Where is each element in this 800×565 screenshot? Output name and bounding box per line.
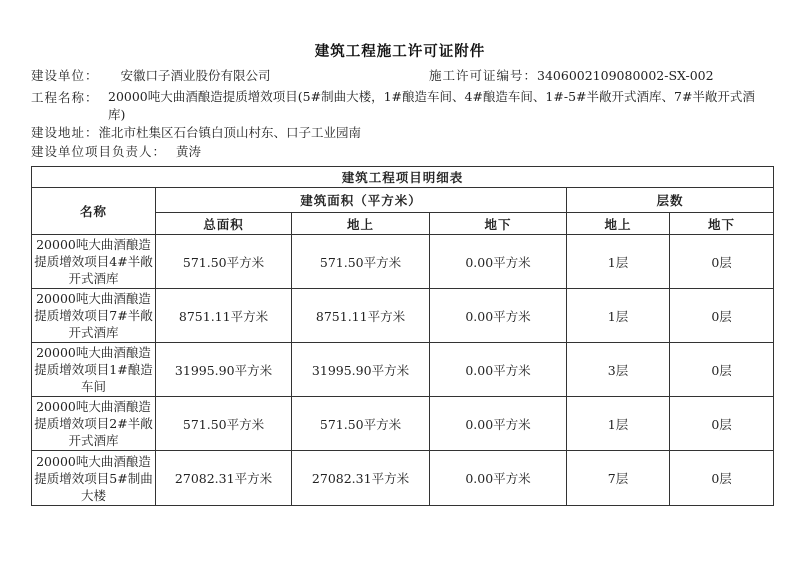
manager-label: 建设单位项目负责人：	[31, 144, 167, 159]
header-above: 地上	[292, 213, 430, 235]
row-above: 31995.90平方米	[292, 343, 430, 397]
row-floors-below: 0层	[670, 235, 774, 289]
project-label: 工程名称：	[31, 90, 99, 105]
table-row	[32, 343, 774, 397]
row-floors-below: 0层	[670, 397, 774, 451]
row-below: 0.00平方米	[430, 289, 567, 343]
builder-value: 安徽口子酒业股份有限公司	[120, 68, 271, 83]
header-floor-above: 地上	[567, 213, 670, 235]
builder-line	[31, 67, 271, 85]
row-floors-above: 1层	[567, 397, 670, 451]
table-row	[32, 451, 774, 506]
project-detail-table	[31, 166, 774, 506]
row-below: 0.00平方米	[430, 397, 567, 451]
row-total: 31995.90平方米	[156, 343, 292, 397]
row-name: 20000吨大曲酒酿造提质增效项目1#酿造车间	[32, 343, 156, 397]
row-total: 8751.11平方米	[156, 289, 292, 343]
row-total: 571.50平方米	[156, 235, 292, 289]
header-below: 地下	[430, 213, 567, 235]
row-floors-below: 0层	[670, 289, 774, 343]
address-line	[31, 124, 361, 142]
row-name: 20000吨大曲酒酿造提质增效项目2#半敞开式酒库	[32, 397, 156, 451]
row-below: 0.00平方米	[430, 235, 567, 289]
row-below: 0.00平方米	[430, 343, 567, 397]
manager-value: 黄涛	[176, 144, 202, 159]
row-above: 27082.31平方米	[292, 451, 430, 506]
row-floors-above: 3层	[567, 343, 670, 397]
row-above: 8751.11平方米	[292, 289, 430, 343]
row-floors-above: 1层	[567, 289, 670, 343]
manager-line	[31, 143, 201, 161]
table-row	[32, 289, 774, 343]
row-floors-below: 0层	[670, 451, 774, 506]
table-caption: 建筑工程项目明细表	[32, 167, 774, 188]
row-below: 0.00平方米	[430, 451, 567, 506]
header-total: 总面积	[156, 213, 292, 235]
header-name: 名称	[32, 188, 156, 235]
row-name: 20000吨大曲酒酿造提质增效项目4#半敞开式酒库	[32, 235, 156, 289]
row-floors-below: 0层	[670, 343, 774, 397]
permit-value: 3406002109080002-SX-002	[537, 68, 714, 83]
row-name: 20000吨大曲酒酿造提质增效项目5#制曲大楼	[32, 451, 156, 506]
row-floors-above: 7层	[567, 451, 670, 506]
row-floors-above: 1层	[567, 235, 670, 289]
address-label: 建设地址：	[31, 125, 99, 140]
row-total: 571.50平方米	[156, 397, 292, 451]
page-title: 建筑工程施工许可证附件	[314, 44, 486, 60]
header-floor-below: 地下	[670, 213, 774, 235]
row-name: 20000吨大曲酒酿造提质增效项目7#半敞开式酒库	[32, 289, 156, 343]
row-above: 571.50平方米	[292, 235, 430, 289]
table-row	[32, 397, 774, 451]
permit-label: 施工许可证编号：	[429, 68, 538, 83]
project-value: 20000吨大曲酒酿造提质增效项目(5#制曲大楼，1#酿造车间、4#酿造车间、1#-5#半敞开式酒库、7#半敞开式酒库)	[108, 89, 755, 122]
address-value: 淮北市杜集区石台镇白顶山村东、口子工业园南	[98, 125, 362, 140]
header-area: 建筑面积（平方米）	[156, 188, 567, 213]
header-floors: 层数	[567, 188, 774, 213]
table-row	[32, 235, 774, 289]
row-total: 27082.31平方米	[156, 451, 292, 506]
row-above: 571.50平方米	[292, 397, 430, 451]
builder-label: 建设单位：	[31, 68, 99, 83]
permit-line	[429, 67, 714, 85]
